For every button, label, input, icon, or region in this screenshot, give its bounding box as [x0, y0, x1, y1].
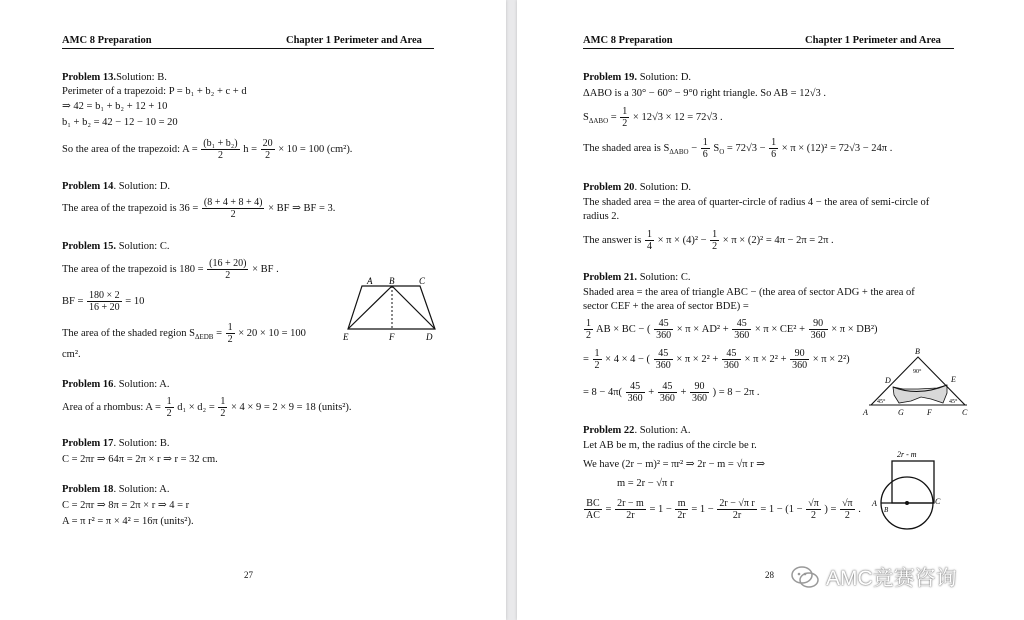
page-28: [517, 0, 1024, 620]
header-rule: [583, 48, 954, 49]
trapezoid-figure: [340, 274, 440, 344]
problem-21-formula: $\frac{1}{2}$ AB × BC − ( $\frac{45}{360}$ × π × AD² + $\frac{45}{360}$ × π × CE² + $\frac{90}{360}$ × π × DB²): [586, 318, 878, 341]
problem-16-formula: Area of a rhombus: A = $\frac{1}{2}$ d₁ × d₂ = $\frac{1}{2}$ × 4 × 9 = 2 × 9 = 18 (units²).: [62, 396, 352, 419]
problem-15-heading: Problem 15. Solution: C.: [62, 241, 170, 252]
label-2r-m: 2r - m: [897, 450, 917, 459]
problem-21-result: = 8 − 4π( $\frac{45}{360}$ + $\frac{45}{360}$ + $\frac{90}{360}$ ) = 8 − 2π .: [583, 381, 760, 404]
problem-22-heading: Problem 22. Solution: A.: [583, 425, 691, 436]
label-b: B: [884, 506, 889, 514]
problem-19-shaded: The shaded area is $S_{\Delta ABO}$ − $\frac{1}{6}$ $S_O = 72√3$ − $\frac{1}{6}$ × π × (12)² = 72√3 − 24π .: [583, 137, 893, 160]
problem-20-answer: The answer is $\frac{1}{4}$ × π × (4)² − $\frac{1}{2}$ × π × (2)² = 4π − 2π = 2π .: [583, 229, 834, 252]
triangle-figure: [861, 345, 971, 420]
problem-21-line: sector CEF + the area of sector BDE) =: [583, 301, 749, 312]
problem-15-formula: The area of the trapezoid is 180 = $\frac{(16 + 20)}{2}$ × BF .: [62, 258, 279, 281]
label-d: D: [426, 332, 433, 342]
problem-13-heading: Problem 13.Solution: B.: [62, 72, 167, 83]
problem-22-line: m = 2r − √π r: [617, 478, 674, 489]
problem-17-line: C = 2πr ⇒ 64π = 2π × r ⇒ r = 32 cm.: [62, 454, 218, 465]
problem-18-line: C = 2πr ⇒ 8π = 2π × r ⇒ 4 = r: [62, 500, 190, 511]
problem-16-heading: Problem 16. Solution: A.: [62, 379, 170, 390]
problem-13-line: ⇒ 42 = b₁ + b₂ + 12 + 10: [62, 101, 168, 112]
problem-20-line: The shaded area = the area of quarter-circle of radius 4 − the area of semi-circle of: [583, 197, 930, 208]
page-27: [0, 0, 506, 620]
problem-18-heading: Problem 18. Solution: A.: [62, 484, 170, 495]
problem-21-heading: Problem 21. Solution: C.: [583, 272, 691, 283]
wechat-icon: [790, 564, 820, 590]
problem-15-unit: cm².: [62, 349, 81, 360]
label-a: A: [872, 499, 877, 508]
header-right: Chapter 1 Perimeter and Area: [286, 35, 422, 46]
square-circle-figure: [869, 446, 949, 536]
header-right: Chapter 1 Perimeter and Area: [805, 35, 941, 46]
label-e: E: [343, 332, 349, 342]
label-b: B: [389, 276, 395, 286]
label-a: A: [367, 276, 373, 286]
label-f: F: [927, 408, 932, 417]
label-45-right: 45°: [949, 399, 958, 405]
label-c: C: [962, 408, 968, 417]
center-point: [905, 501, 909, 505]
problem-18-line: A = π r² = π × 4² = 16π (units²).: [62, 516, 194, 527]
problem-21-line: Shaded area = the area of triangle ABC − (the area of sector ADG + the area of: [583, 287, 915, 298]
label-b: B: [915, 347, 920, 356]
label-d: D: [885, 376, 891, 385]
problem-20-heading: Problem 20. Solution: D.: [583, 182, 692, 193]
problem-19-line: ΔABO is a 30° − 60° − 9°0 right triangle. So AB = 12√3 .: [583, 88, 826, 99]
problem-13-line: Perimeter of a trapezoid: P = b₁ + b₂ + c + d: [62, 86, 247, 97]
label-f: F: [389, 332, 395, 342]
problem-22-ratio: $\frac{BC}{AC}$ = $\frac{2r - m}{2r}$ = 1 − $\frac{m}{2r}$ = 1 − $\frac{\text{2r − √π r}}{2r}$ = 1 − (1 − $\frac{√\pi}{2}$ ) = $\frac{√\pi}{2}$ .: [586, 498, 861, 521]
problem-13-area-formula: So the area of the trapezoid: A = $\frac{\text{(b₁ + b₂)}}{2}$ h = $\frac{20}{2}$ × 10 = 100 (cm²).: [62, 138, 353, 161]
problem-14-heading: Problem 14. Solution: D.: [62, 181, 171, 192]
problem-14-formula: The area of the trapezoid is 36 = $\frac{(8 + 4 + 8 + 4)}{2}$ × BF ⇒ BF = 3.: [62, 197, 336, 220]
label-e: E: [951, 375, 956, 384]
page-number: 28: [765, 570, 774, 580]
watermark-text: AMC竞赛咨询: [826, 567, 957, 590]
problem-17-heading: Problem 17. Solution: B.: [62, 438, 170, 449]
square: [892, 461, 934, 503]
label-90: 90°: [913, 369, 922, 375]
problem-19-heading: Problem 19. Solution: D.: [583, 72, 692, 83]
problem-19-area: $S_{\Delta ABO}$ = $\frac{1}{2}$ × 12√3 × 12 = 72√3 .: [583, 106, 723, 129]
page-number: 27: [244, 570, 253, 580]
problem-15-bf: BF = $\frac{180 \times 2}{16 + 20}$ = 10: [62, 290, 145, 313]
label-c: C: [419, 276, 426, 286]
header-left: AMC 8 Preparation: [583, 35, 673, 46]
problem-22-line: Let AB be m, the radius of the circle be r.: [583, 440, 757, 451]
problem-22-line: We have (2r − m)² = πr² ⇒ 2r − m = √π r ⇒: [583, 459, 766, 470]
label-a: A: [863, 408, 868, 417]
label-c: C: [935, 497, 941, 506]
header-left: AMC 8 Preparation: [62, 35, 152, 46]
label-45-left: 45°: [877, 399, 886, 405]
problem-13-line: b₁ + b₂ = 42 − 12 − 10 = 20: [62, 117, 178, 128]
problem-15-shaded: The area of the shaded region $S_{\Delta EDB}$ = $\frac{1}{2}$ × 20 × 10 = 100: [62, 322, 306, 345]
label-g: G: [898, 408, 904, 417]
header-rule: [62, 48, 434, 49]
segment-bd: [392, 286, 435, 329]
problem-20-line: radius 2.: [583, 211, 620, 222]
problem-21-formula: = $\frac{1}{2}$ × 4 × 4 − ( $\frac{45}{360}$ × π × 2² + $\frac{45}{360}$ × π × 2² + $\frac{90}{360}$ × π × 2²): [583, 348, 850, 371]
